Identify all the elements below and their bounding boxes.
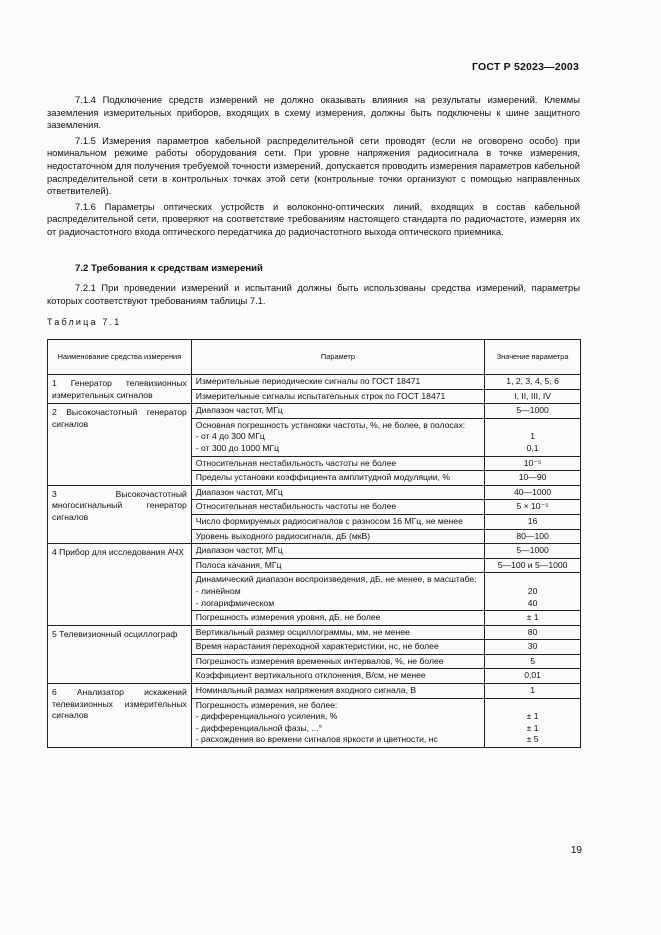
value-text: 5—1000 [516,405,549,416]
paragraph-7-2-1: 7.2.1 При проведении измерений и испытаний должны быть использованы средства измерений, параметры которых соответствуют требованиям таблицы 7.1. [47,282,580,306]
value-text [489,574,576,586]
table-row [48,485,581,500]
value-text: 16 [527,515,538,526]
table-row [48,544,581,559]
parameter-text: - дифференциальной фазы, ...° [195,722,323,733]
parameter-text: Основная погрешность установки частоты, %, не более, в полосах: [195,419,466,430]
table-row [48,625,581,640]
paragraph-7-1-4: 7.1.4 Подключение средств измерений не должно оказывать влияния на результаты измерений. Клеммы заземления измерительных приборов, входящих в схему измерения, должны быть подключены к шине защитного заземления. [47,94,580,131]
header-parameter: Параметр [191,340,484,375]
value-text: 80—100 [516,530,549,541]
instrument-name: 2 Высокочастотный генератор сигналов [48,404,192,486]
value-cell [485,625,581,640]
parameter-text: - дифференциального усиления, % [195,711,338,722]
value-cell [485,669,581,684]
value-cell [485,611,581,626]
parameter-cell [191,698,484,747]
value-cell [485,375,581,390]
value-text: ± 1 [526,612,539,623]
parameter-text: Относительная нестабильность частоты не более [195,457,397,468]
parameter-cell [191,640,484,655]
value-text: ± 5 [526,734,539,745]
table-row [48,404,581,419]
value-cell [485,529,581,544]
parameter-cell [191,669,484,684]
instrument-name: 1 Генератор телевизионных измерительных сигналов [48,375,192,404]
value-text: 1 [530,431,535,442]
paragraph-7-1-5: 7.1.5 Измерения параметров кабельной распределительной сети проводят (если не оговорено особо) при номинальном режиме работы оборудования сети. При уровне напряжения радиосигнала в точке измерения, недостаточном для получения требуемой точности измерений, допускается проводить измерения параметров кабельной распределительной сети в контрольных точках этой сети (контрольные точки организуют с помощью направленных ответвителей). [47,134,580,197]
parameter-text: Измерительные периодические сигналы по ГОСТ 18471 [195,376,421,386]
header-value: Значение параметра [485,340,581,375]
paragraph-7-1-6: 7.1.6 Параметры оптических устройств и волоконно-оптических линий, входящих в состав кабельной распределительной сети, проверяют на соответствие требованиям настоящего стандарта по радиочастоте, измеряя их от радиочастотного входа оптического передатчика до радиочастотного выхода оптического приемника. [47,200,580,237]
page-number: 19 [570,845,582,856]
value-cell [485,514,581,529]
parameter-text: - от 300 до 1000 МГц [195,442,280,453]
parameter-cell [191,611,484,626]
parameter-text: Погрешность измерения уровня, дБ, не более [195,612,381,623]
value-text: 30 [527,641,538,652]
value-text: 5—100 и 5—1000 [497,559,568,570]
value-text [489,700,576,712]
value-cell [485,684,581,699]
parameter-text: - от 4 до 300 МГц [195,431,265,442]
parameter-cell [191,625,484,640]
table-body [48,375,581,748]
value-cell [485,389,581,404]
parameter-cell [191,684,484,699]
parameter-cell [191,404,484,419]
instrument-name: 5 Телевизионный осциллограф [48,625,192,683]
parameter-cell [191,456,484,471]
parameter-cell [191,654,484,669]
parameter-text: Динамический диапазон воспроизведения, дБ, не менее, в масштабе: [195,574,477,585]
parameter-text: Измерительные сигналы испытательных строк по ГОСТ 18471 [195,390,446,401]
value-text: ± 1 [526,711,539,722]
parameter-text: Коэффициент вертикального отклонения, В/см, не менее [195,670,426,681]
value-cell [485,404,581,419]
parameter-text: Погрешность измерения временных интервалов, %, не более [195,655,444,666]
parameter-text: Номинальный размах напряжения входного сигнала, В [195,685,417,696]
table-caption: Таблица 7.1 [47,317,122,327]
parameter-cell [191,514,484,529]
parameter-cell [191,544,484,559]
parameter-text: Диапазон частот, МГц [195,486,283,497]
value-cell [485,558,581,573]
value-cell [485,485,581,500]
section-title: 7.2 Требования к средствам измерений [75,263,263,274]
value-text: 5—1000 [516,545,549,556]
value-text: I, II, III, IV [514,390,551,401]
parameter-text: Относительная нестабильность частоты не более [195,501,397,512]
section-text [47,282,580,310]
value-text: 1 [530,685,535,696]
value-text: 1, 2, 3, 4, 5, 6 [506,376,559,386]
value-text: 10—90 [518,472,547,483]
header-instrument: Наименование средства измерения [48,340,192,375]
parameter-cell [191,389,484,404]
parameter-text: Число формируемых радиосигналов с разносом 16 МГц, не менее [195,515,463,526]
parameter-text: - расхождения во времени сигналов яркости и цветности, нс [195,734,438,745]
parameter-text: - линейном [195,585,241,596]
instrument-name: 6 Анализатор искажений телевизионных измерительных сигналов [48,684,192,748]
value-cell [485,471,581,486]
requirements-table [47,339,581,748]
intro-text [47,94,580,242]
parameter-cell [191,529,484,544]
value-cell [485,654,581,669]
parameter-cell [191,471,484,486]
table-row [48,375,581,390]
value-cell [485,456,581,471]
value-cell [485,573,581,611]
parameter-text: Погрешность измерения, не более: [195,699,338,710]
value-cell [485,698,581,747]
parameter-cell [191,485,484,500]
parameter-cell [191,418,484,456]
value-cell [485,640,581,655]
parameter-text: Полоса качания, МГц [195,559,282,570]
parameter-text: Уровень выходного радиосигнала, дБ (мкВ) [195,530,371,541]
value-cell [485,544,581,559]
value-text [489,420,576,432]
value-text: 10⁻⁵ [523,457,542,468]
instrument-name: 3 Высокочастотный многосигнальный генератор сигналов [48,485,192,543]
document-header: ГОСТ Р 52023—2003 [471,61,579,73]
table-row [48,684,581,699]
value-text: 0,01 [524,670,541,681]
value-text: 5 × 10⁻⁵ [516,501,549,512]
parameter-cell [191,558,484,573]
parameter-text: Время нарастания переходной характеристики, нс, не более [195,641,439,652]
parameter-cell [191,573,484,611]
value-text: 5 [530,655,535,666]
value-text: 40 [527,597,538,608]
instrument-name: 4 Прибор для исследования АЧХ [48,544,192,626]
value-cell [485,418,581,456]
value-text: 80 [527,626,538,637]
value-cell [485,500,581,515]
value-text: ± 1 [526,722,539,733]
parameter-text: Пределы установки коэффициента амплитудной модуляции, % [195,472,450,483]
parameter-cell [191,500,484,515]
parameter-text: Вертикальный размер осциллограммы, мм, не менее [195,626,410,637]
value-text: 40—1000 [513,486,552,497]
parameter-text: Диапазон частот, МГц [195,545,283,556]
parameter-text: Диапазон частот, МГц [195,405,283,416]
table-header-row [48,340,581,375]
value-text: 0,1 [526,442,539,453]
parameter-text: - логарифмическом [195,597,275,608]
value-text: 20 [527,585,538,596]
parameter-cell [191,375,484,390]
